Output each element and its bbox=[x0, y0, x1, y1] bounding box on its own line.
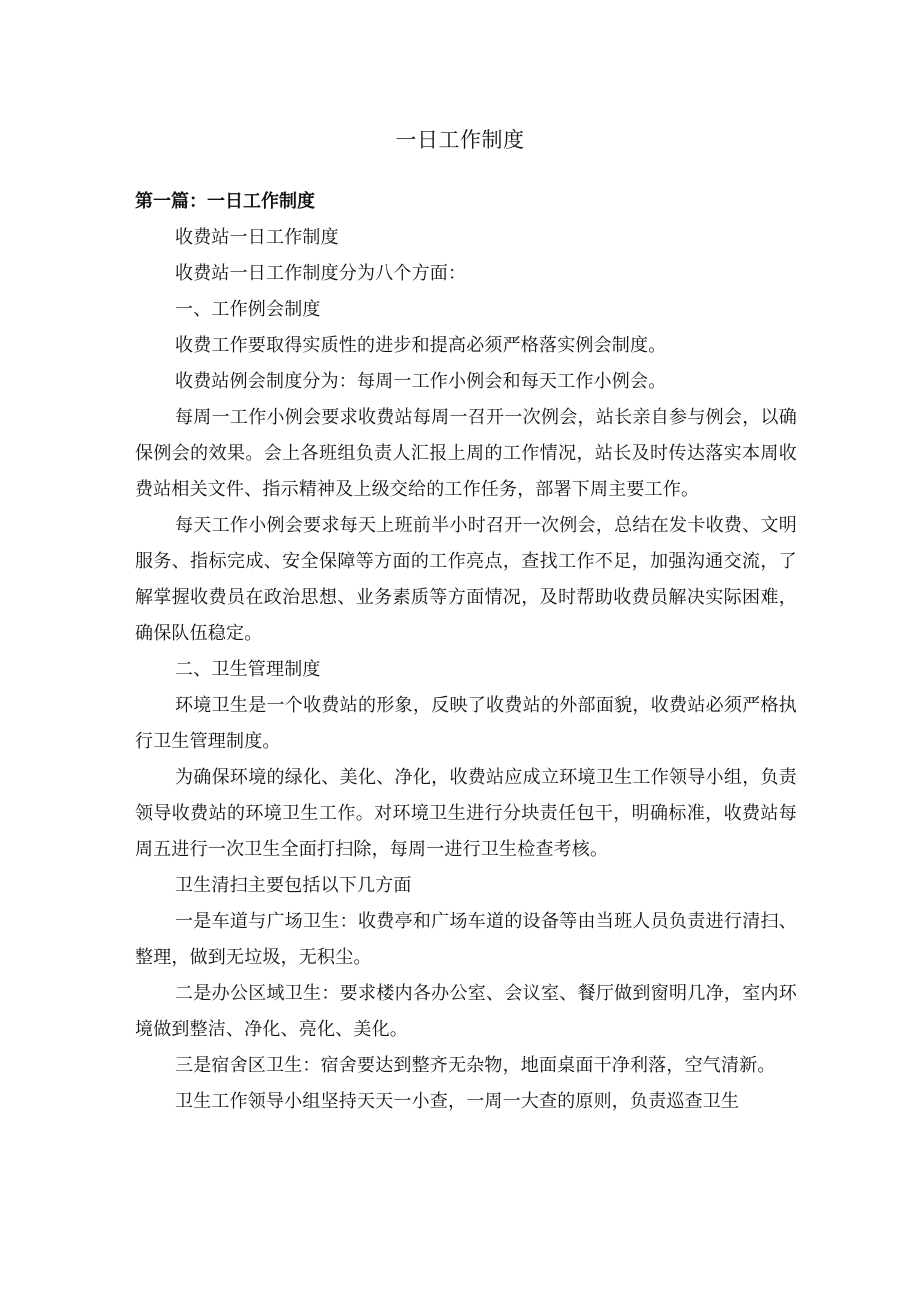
paragraph: 为确保环境的绿化、美化、净化，收费站应成立环境卫生工作领导小组，负责领导收费站的环境卫生工作。对环境卫生进行分块责任包干，明确标准，收费站每周五进行一次卫生全面打扫除，每周一进行卫生检查考核。 bbox=[135, 767, 797, 860]
paragraph: 卫生工作领导小组坚持天天一小查，一周一大查的原则，负责巡查卫生 bbox=[175, 1091, 740, 1112]
document-body bbox=[135, 184, 797, 1120]
paragraph: 二是办公区域卫生：要求楼内各办公室、会议室、餐厅做到窗明几净，室内环境做到整洁、净化、亮化、美化。 bbox=[135, 983, 797, 1040]
subheading-sanitation-system: 二、卫生管理制度 bbox=[175, 659, 321, 680]
paragraph: 收费站例会制度分为：每周一工作小例会和每天工作小例会。 bbox=[175, 371, 667, 392]
document-title: 一日工作制度 bbox=[395, 128, 525, 152]
paragraph: 三是宿舍区卫生：宿舍要达到整齐无杂物，地面桌面干净利落，空气清新。 bbox=[175, 1055, 776, 1076]
paragraph: 卫生清扫主要包括以下几方面 bbox=[175, 875, 412, 896]
paragraph: 环境卫生是一个收费站的形象，反映了收费站的外部面貌，收费站必须严格执行卫生管理制度。 bbox=[135, 695, 797, 752]
paragraph-subtitle: 收费站一日工作制度 bbox=[175, 227, 339, 248]
paragraph: 每天工作小例会要求每天上班前半小时召开一次例会，总结在发卡收费、文明服务、指标完成、安全保障等方面的工作亮点，查找工作不足，加强沟通交流，了解掌握收费员在政治思想、业务素质等方面情况，及时帮助收费员解决实际困难，确保队伍稳定。 bbox=[135, 515, 797, 644]
paragraph: 收费工作要取得实质性的进步和提高必须严格落实例会制度。 bbox=[175, 335, 667, 356]
section-heading: 第一篇：一日工作制度 bbox=[135, 191, 315, 212]
subheading-meeting-system: 一、工作例会制度 bbox=[175, 299, 321, 320]
paragraph-intro: 收费站一日工作制度分为八个方面： bbox=[175, 263, 467, 284]
paragraph: 一是车道与广场卫生：收费亭和广场车道的设备等由当班人员负责进行清扫、整理，做到无垃圾，无积尘。 bbox=[135, 911, 797, 968]
paragraph: 每周一工作小例会要求收费站每周一召开一次例会，站长亲自参与例会，以确保例会的效果。会上各班组负责人汇报上周的工作情况，站长及时传达落实本周收费站相关文件、指示精神及上级交给的工作任务，部署下周主要工作。 bbox=[135, 407, 797, 500]
